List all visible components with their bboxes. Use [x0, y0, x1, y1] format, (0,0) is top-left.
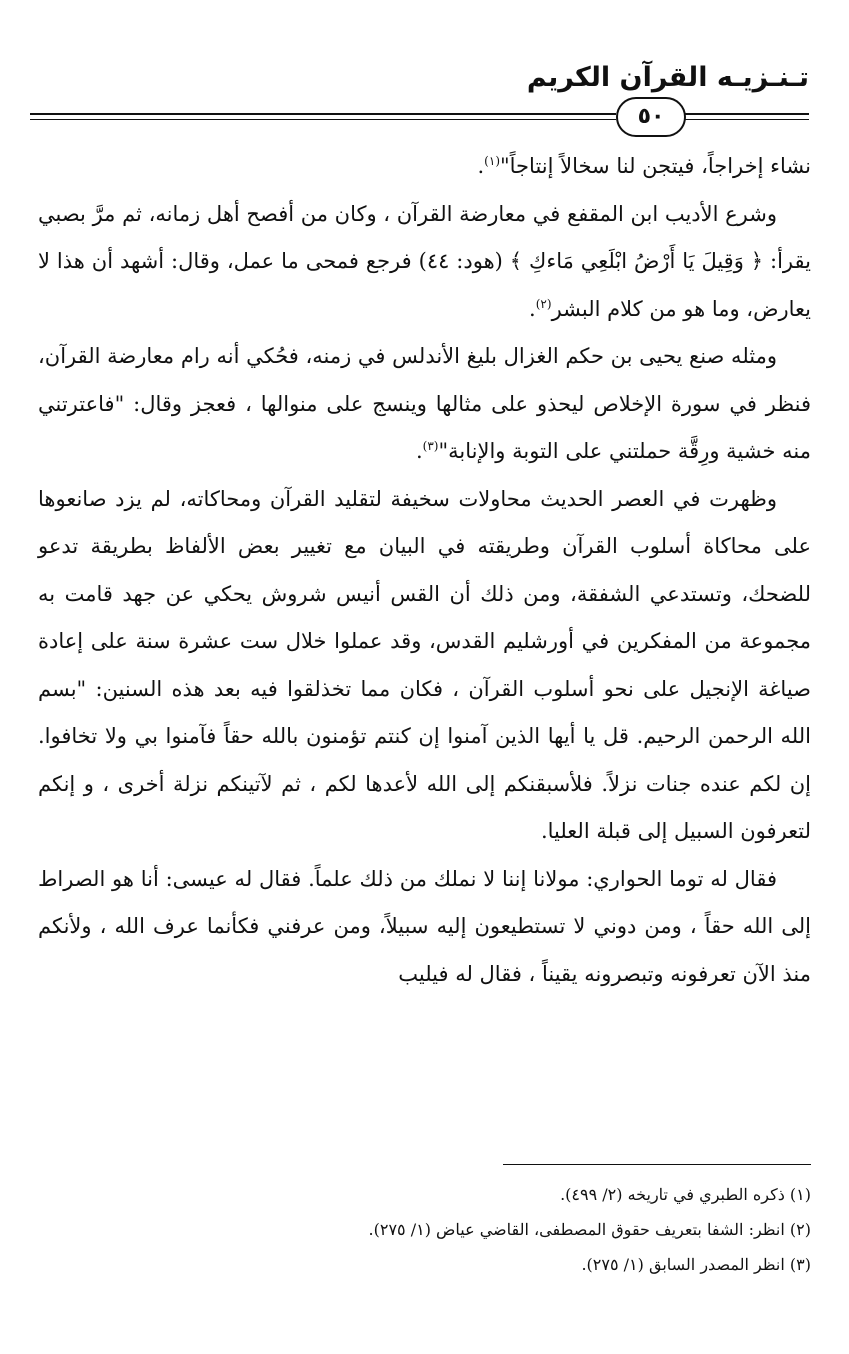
footnote-ref-1[interactable]: (١) — [484, 154, 500, 168]
footnote-ref-2[interactable]: (٢) — [535, 296, 552, 311]
paragraph-3-text: ومثله صنع يحيى بن حكم الغزال بليغ الأندلس في زمنه، فحُكي أنه رام معارضة القرآن، فنظر في سورة الإخلاص ليحذو على مثالها وينسج على منوالها ، فعجز وقال: "فاعترتني منه خشية ورِقَّة حملتني على التوبة والإنابة" — [38, 344, 811, 463]
running-header-title: تـنـزيـه القرآن الكريم — [526, 62, 809, 93]
header-rule-left-bottom — [30, 119, 616, 120]
paragraph-5: فقال له توما الحواري: مولانا إننا لا نملك من ذلك علماً. فقال له عيسى: أنا هو الصراط إلى الله حقاً ، ومن دوني لا تستطيعون إليه سبيلاً، ومن عرفني فكأنما عرف الله ، ولأنكم منذ الآن تعرفونه وتبصرونه يقيناً ، فقال له فيليب — [38, 866, 811, 986]
header-rule-left-top — [30, 113, 616, 115]
footnote-1: (١) ذكره الطبري في تاريخه (٢/ ٤٩٩). — [560, 1185, 811, 1204]
footnotes — [38, 1177, 811, 1282]
paragraph-1-end: . — [477, 154, 485, 178]
footnote-3: (٣) انظر المصدر السابق (١/ ٢٧٥). — [581, 1255, 811, 1274]
main-text — [38, 143, 811, 998]
footnote-ref-3[interactable]: (٣) — [422, 439, 439, 453]
page-number-badge: ٥٠ — [616, 97, 686, 137]
paragraph-3 — [38, 333, 811, 476]
paragraph-1 — [38, 143, 811, 191]
paragraph-2 — [38, 191, 811, 334]
paragraph-3-end: . — [415, 439, 423, 463]
paragraph-1-text: نشاء إخراجاً، فيتجن لنا سخالاً إنتاجاً" — [500, 154, 811, 178]
paragraph-2-text: وشرع الأديب ابن المقفع في معارضة القرآن ، وكان من أفصح أهل زمانه، ثم مرَّ بصبي يقرأ: ﴿ وَقِيلَ يَا أَرْضُ ابْلَعِي مَاءكِ ﴾ (هود: ٤٤) فرجع فمحى ما عمل، وقال: أشهد أن هذا لا يعارض، وما هو من كلام البشر — [38, 201, 811, 321]
paragraph-4: وظهرت في العصر الحديث محاولات سخيفة لتقليد القرآن ومحاكاته، لم يزد صانعوها على محاكاة أسلوب القرآن وطريقته في البيان مع تغيير بعض الألفاظ بطريقة تدعو للضحك، وتستدعي الشفقة، ومن ذلك أن القس أنيس شروش يحكي عن جهد قامت به مجموعة من المفكرين في أورشليم القدس، وقد عملوا خلال ست عشرة سنة على إعادة صياغة الإنجيل على نحو أسلوب القرآن ، فكان مما تخذلقوا فيه بعد هذه السنين: "بسم الله الرحمن الرحيم. قل يا أيها الذين آمنوا إن كنتم تؤمنون بالله حقاً فآمنوا بي ولا تخافوا. إن لكم عنده جنات نزلاً. فلأسبقنكم إلى الله لأعدها لكم ، ثم لآتينكم نزلة أخرى ، و إنكم لتعرفون السبيل إلى قبلة العليا. — [38, 486, 811, 843]
footnote-2: (٢) انظر: الشفا بتعريف حقوق المصطفى، القاضي عياض (١/ ٢٧٥). — [368, 1220, 811, 1239]
footnote-separator — [503, 1164, 811, 1165]
paragraph-2-end: . — [529, 296, 536, 321]
